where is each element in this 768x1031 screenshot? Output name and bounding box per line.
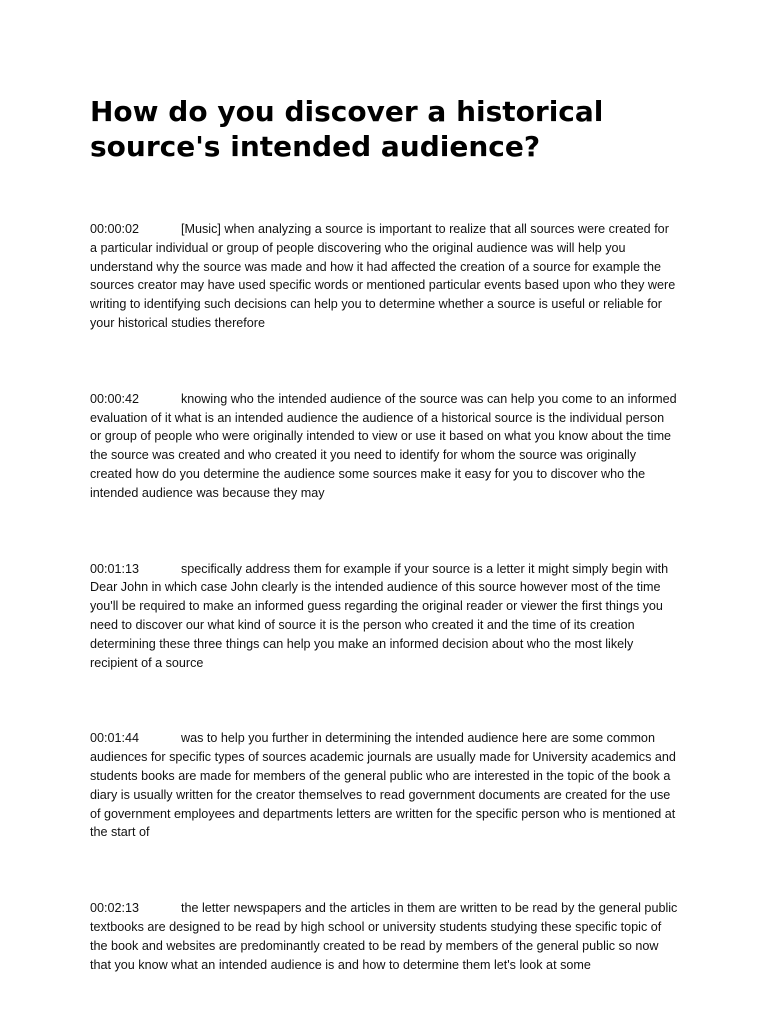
segment-timestamp: 00:00:02 bbox=[90, 222, 140, 236]
segment-text: the letter newspapers and the articles in them are written to be read by the general public textbooks are designed to be read by high school or university students studying these specific topic of the book and websites are predominantly created to be read by members of the general public so now that you know what an intended audience is and how to determine them let's look at some bbox=[90, 901, 678, 972]
segment-timestamp: 00:00:42 bbox=[90, 391, 140, 406]
transcript-segment bbox=[90, 899, 678, 974]
transcript-segment bbox=[90, 729, 678, 842]
document-title: How do you discover a historical source's intended audience? bbox=[90, 95, 604, 163]
segment-timestamp: 00:02:13 bbox=[90, 901, 140, 916]
segment-text: knowing who the intended audience of the source was can help you come to an informed evaluation of it what is an intended audience the audience of a historical source is the individual person or group of people who were originally intended to view or use it based on what you know about the time the source was created and who created it you need to identify for whom the source was originally created how do you determine the audience some sources make it easy for you to discover who the intended audience was because they may bbox=[90, 391, 677, 500]
transcript-segment bbox=[90, 390, 678, 503]
segment-text: [Music] when analyzing a source is important to realize that all sources were created for a particular individual or group of people discovering who the original audience was will help you understand why the source was made and how it had affected the creation of a source for example the sources creator may have used specific words or mentioned particular events based upon who they were writing to identifying such decisions can help you to determine whether a source is useful or reliable for your historical studies therefore bbox=[90, 222, 676, 330]
segment-timestamp: 00:01:13 bbox=[90, 561, 140, 576]
segment-timestamp: 00:01:44 bbox=[90, 731, 140, 746]
transcript-segment bbox=[90, 220, 678, 333]
transcript-segment bbox=[90, 560, 678, 673]
transcript bbox=[90, 220, 678, 1031]
segment-text: specifically address them for example if your source is a letter it might simply begin with Dear John in which case John clearly is the intended audience of this source however most of the time you'll be required to make an informed guess regarding the original reader or viewer the first things you need to discover our what kind of source it is the person who created it and the time of its creation determining these three things can help you make an informed decision about who the most likely recipient of a source bbox=[90, 561, 669, 670]
segment-text: was to help you further in determining the intended audience here are some common audiences for specific types of sources academic journals are usually made for University academics and students books are made for members of the general public who are interested in the topic of the book a diary is usually written for the creator themselves to read government documents are created for the use of government employees and departments letters are written for the specific person who is mentioned at the start of bbox=[90, 731, 676, 840]
